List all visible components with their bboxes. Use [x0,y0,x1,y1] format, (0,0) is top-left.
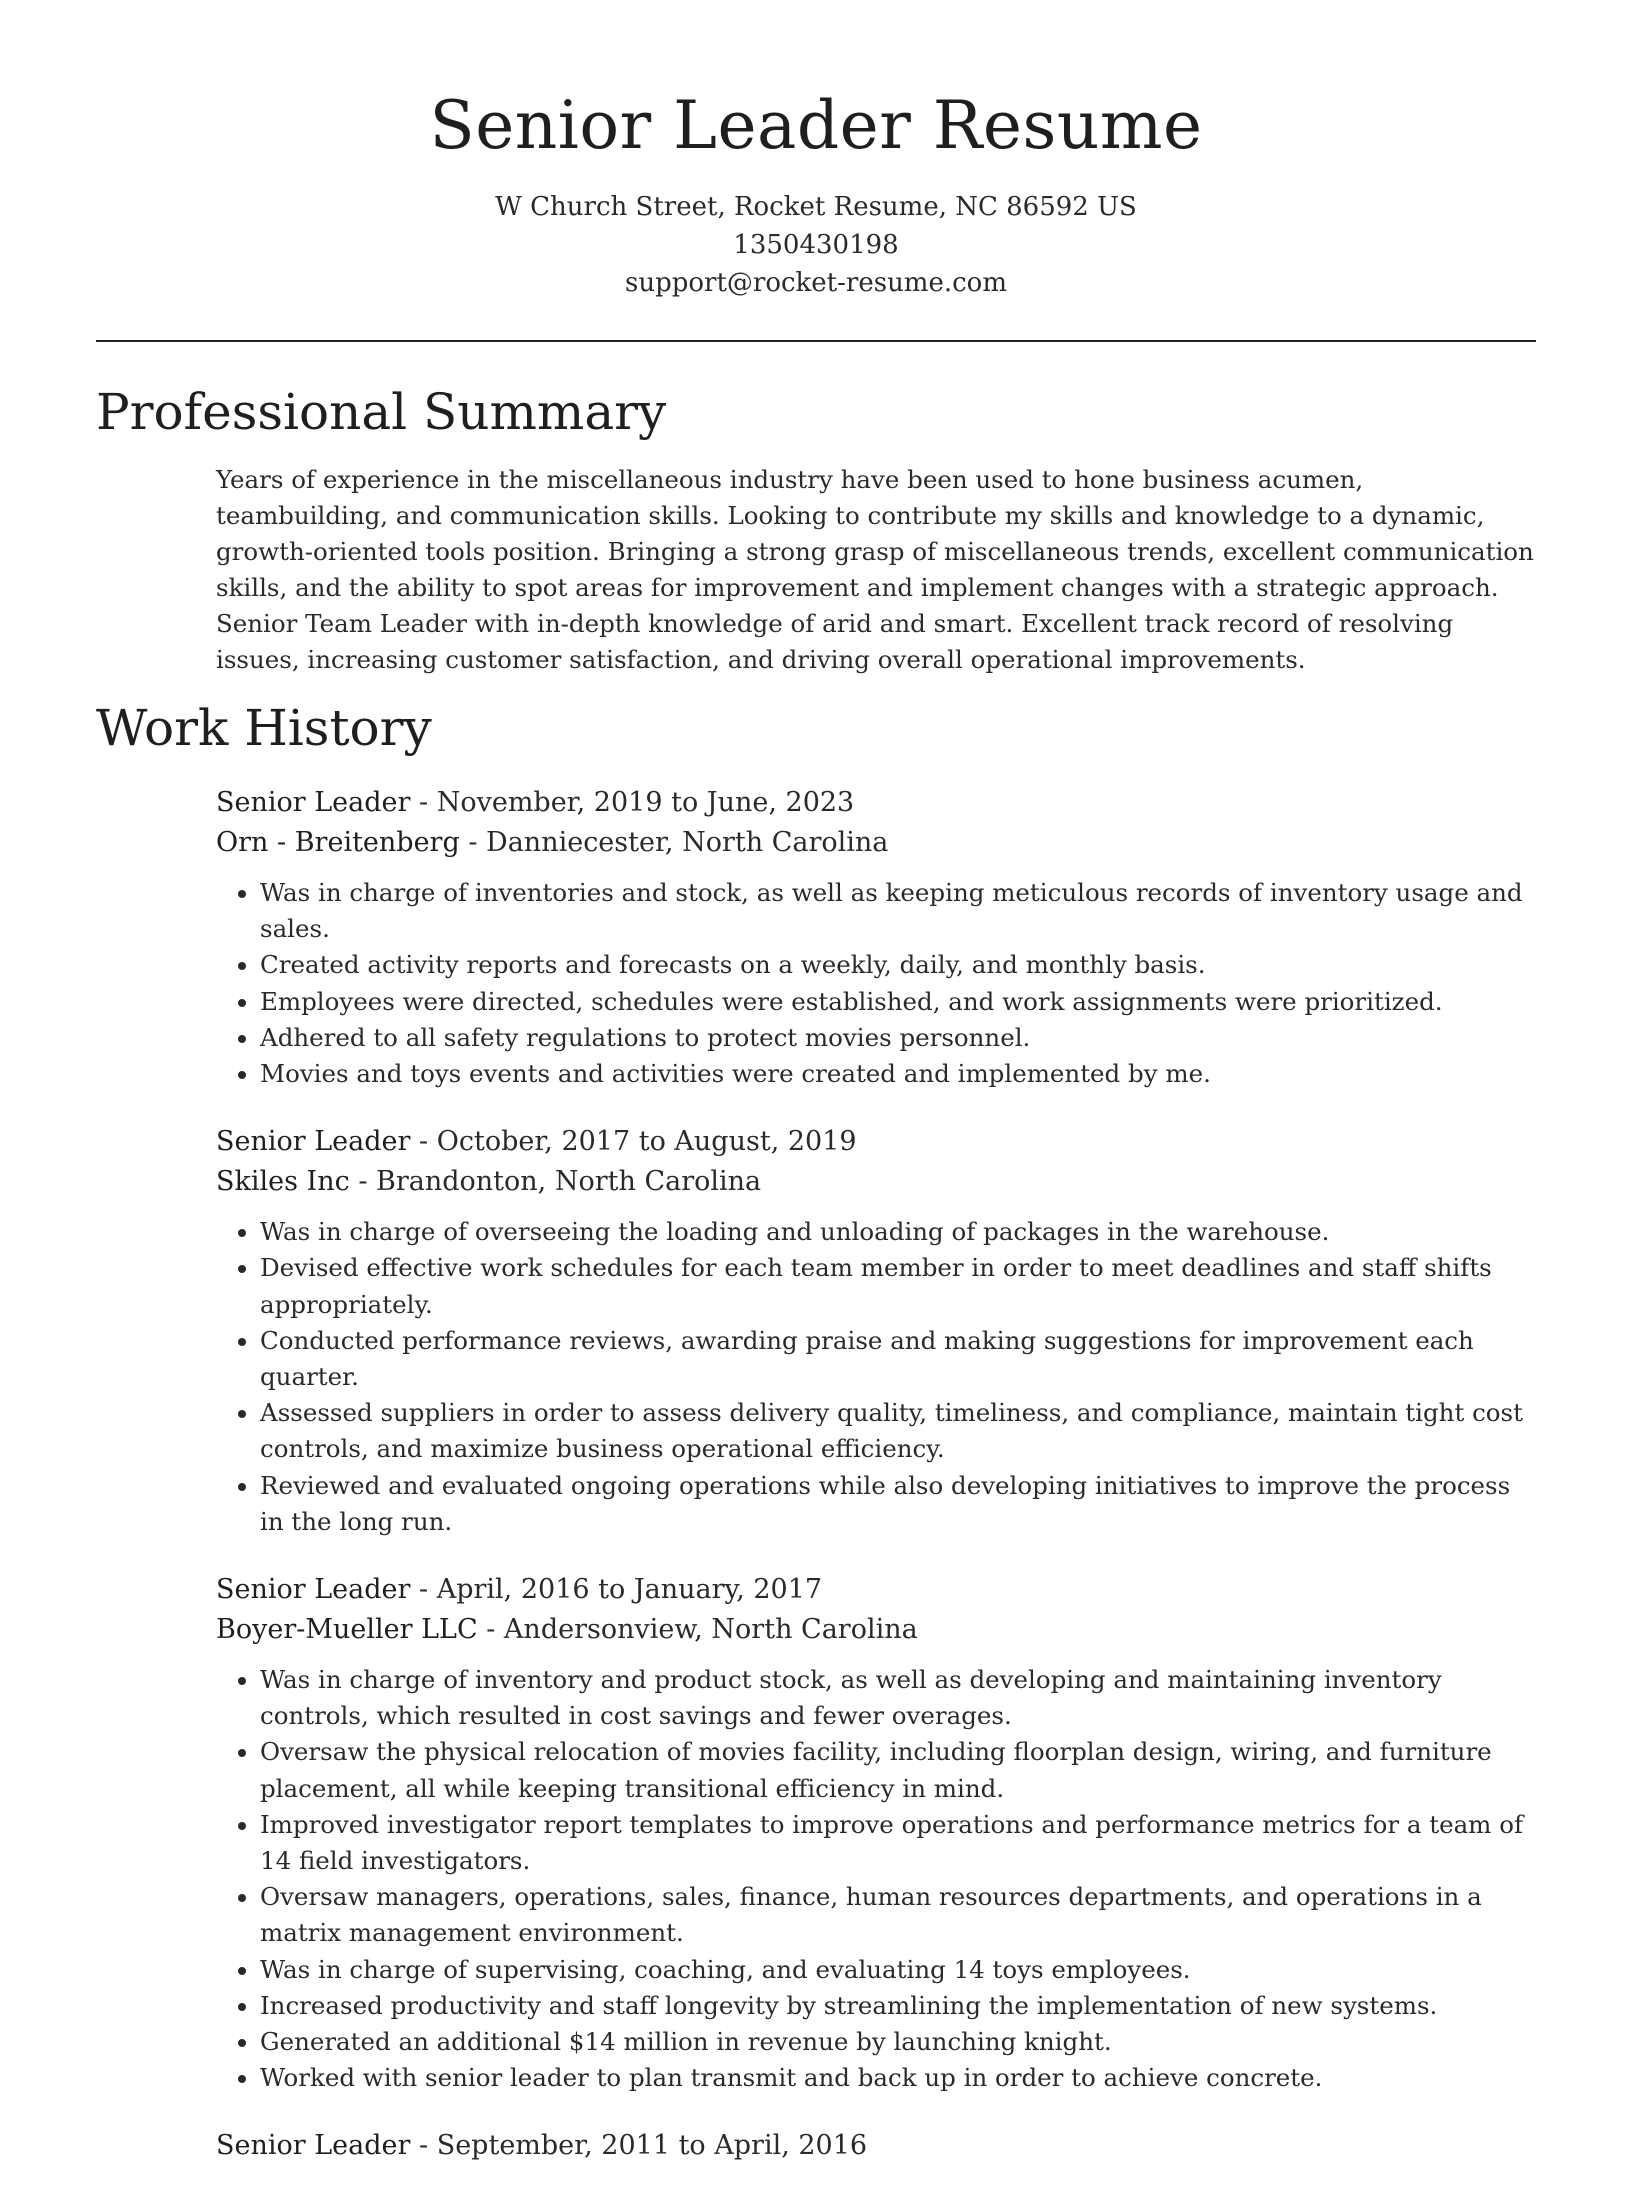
contact-email: support@rocket-resume.com [624,268,1007,298]
resume-title: Senior Leader Resume [429,87,1203,164]
job-company: Boyer-Mueller LLC [216,1614,478,1646]
job-location: - Andersonview, North Carolina [477,1614,918,1646]
job-entry [216,1570,1536,2096]
contact-block [0,188,1632,302]
job-bullet: • Devised effective work schedules for each team member in order to meet deadlines and staff shifts appropriately. [260,1250,1536,1322]
job-bullet: • Oversaw managers, operations, sales, finance, human resources departments, and operations in a matrix management environment. [260,1879,1536,1951]
job-dates: - April, 2016 to January, 2017 [410,1574,823,1606]
job-dates: - September, 2011 to April, 2016 [410,2130,868,2162]
job-title-line [216,1122,1536,1162]
job-company-line [216,1162,1536,1202]
job-entry [216,783,1536,1092]
job-company: Skiles Inc [216,1166,350,1198]
job-list [216,783,1536,2196]
work-history-heading: Work History [96,699,432,757]
job-title-line [216,783,1536,823]
job-title: Senior Leader [216,1574,411,1606]
job-company-line [216,823,1536,863]
job-title: Senior Leader [216,2130,411,2162]
job-bullet: • Generated an additional $14 million in revenue by launching knight. [260,2024,1536,2060]
job-title: Senior Leader [216,1126,411,1158]
summary-heading: Professional Summary [96,383,667,441]
job-title-line [216,1570,1536,1610]
job-dates: - November, 2019 to June, 2023 [410,787,855,818]
job-company: Orn - Breitenberg [216,827,460,858]
job-title-line [216,2126,1536,2166]
resume-header [0,0,1632,302]
job-bullet: • Was in charge of inventories and stock, as well as keeping meticulous records of inventory usage and sales. [260,875,1536,947]
header-divider [96,340,1536,342]
job-entry [216,1122,1536,1540]
job-bullet: • Improved investigator report templates to improve operations and performance metrics for a team of 14 field investigators. [260,1807,1536,1879]
job-company-line [216,1610,1536,1650]
job-bullet: • Movies and toys events and activities were created and implemented by me. [260,1056,1536,1092]
job-bullet: • Increased productivity and staff longevity by streamlining the implementation of new systems. [260,1988,1536,2024]
job-bullet: • Was in charge of inventory and product stock, as well as developing and maintaining inventory controls, which resulted in cost savings and fewer overages. [260,1662,1536,1734]
job-bullet: • Oversaw the physical relocation of movies facility, including floorplan design, wiring, and furniture placement, all while keeping transitional efficiency in mind. [260,1734,1536,1806]
summary-text: Years of experience in the miscellaneous industry have been used to hone business acumen, teambuilding, and communication skills. Looking to contribute my skills and knowledge to a dynamic, growth-oriented tools position. Bringing a strong grasp of miscellaneous trends, excellent communication skills, and the ability to spot areas for improvement and implement changes with a strategic approach. Senior Team Leader with in-depth knowledge of arid and smart. Excellent track record of resolving issues, increasing customer satisfaction, and driving overall operational improvements. [216,465,1534,674]
job-bullet: • Was in charge of overseeing the loading and unloading of packages in the warehouse. [260,1214,1536,1250]
job-bullet: • Employees were directed, schedules were established, and work assignments were prioritized. [260,984,1536,1020]
job-dates: - October, 2017 to August, 2019 [410,1126,857,1158]
job-title: Senior Leader [216,787,411,818]
job-bullets [216,1662,1536,2096]
job-bullet: • Created activity reports and forecasts on a weekly, daily, and monthly basis. [260,947,1536,983]
contact-phone: 1350430198 [733,230,899,260]
job-bullets [216,875,1536,1092]
job-bullets [216,1214,1536,1540]
job-location: - Danniecester, North Carolina [459,827,889,858]
job-bullet: • Was in charge of supervising, coaching, and evaluating 14 toys employees. [260,1952,1536,1988]
job-bullet: • Adhered to all safety regulations to protect movies personnel. [260,1020,1536,1056]
job-entry [216,2126,1536,2166]
job-bullet: • Assessed suppliers in order to assess delivery quality, timeliness, and compliance, maintain tight cost controls, and maximize business operational efficiency. [260,1395,1536,1467]
contact-address: W Church Street, Rocket Resume, NC 86592 US [495,192,1137,222]
job-bullet: • Conducted performance reviews, awarding praise and making suggestions for improvement each quarter. [260,1323,1536,1395]
job-bullet: • Worked with senior leader to plan transmit and back up in order to achieve concrete. [260,2060,1536,2096]
job-location: - Brandonton, North Carolina [349,1166,762,1198]
job-bullet: • Reviewed and evaluated ongoing operations while also developing initiatives to improve the process in the long run. [260,1468,1536,1540]
